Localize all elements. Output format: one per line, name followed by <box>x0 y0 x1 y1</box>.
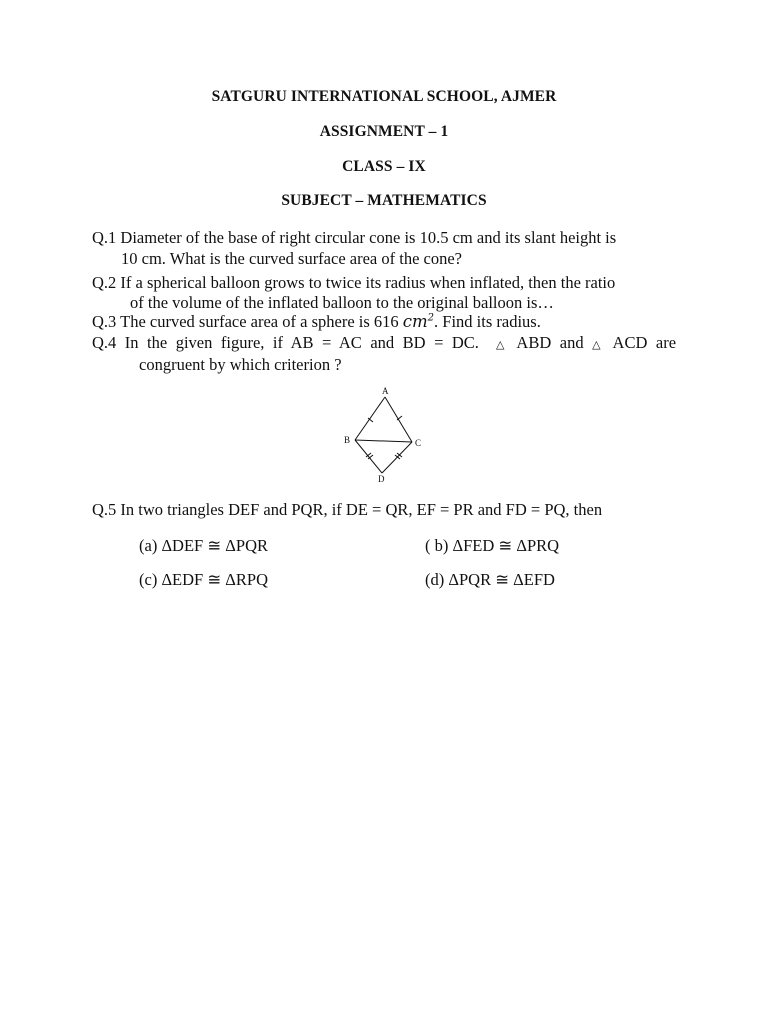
question-2-line-1: Q.2 If a spherical balloon grows to twice its radius when inflated, then the ratio <box>92 273 616 292</box>
subject-title: SUBJECT – MATHEMATICS <box>281 192 487 209</box>
triangle-symbol-1: △ <box>495 339 509 351</box>
triangle-abd-label: ABD and <box>516 333 584 352</box>
option-b: ( b) ΔFED ≅ ΔPRQ <box>425 536 560 555</box>
vertex-label-d: D <box>378 474 385 484</box>
option-a: (a) ΔDEF ≅ ΔPQR <box>139 536 269 555</box>
question-1-line-2: 10 cm. What is the curved surface area of the cone? <box>121 249 462 268</box>
segment-bd <box>355 440 382 473</box>
assignment-title: ASSIGNMENT – 1 <box>319 123 449 140</box>
question-4-line-1 <box>92 333 676 353</box>
question-4-text: Q.4 In the given figure, if AB = AC and BD = DC. <box>92 333 479 352</box>
vertex-label-b: B <box>344 435 351 445</box>
question-2-line-2: of the volume of the inflated balloon to the original balloon is… <box>130 293 554 312</box>
vertex-label-c: C <box>415 438 422 448</box>
school-name: SATGURU INTERNATIONAL SCHOOL, AJMER <box>211 88 557 105</box>
question-3-unit: cm <box>402 312 428 331</box>
option-c: (c) ΔEDF ≅ ΔRPQ <box>139 570 269 589</box>
triangle-acd-label: ACD are <box>612 333 677 352</box>
question-1-line-1: Q.1 Diameter of the base of right circular cone is 10.5 cm and its slant height is <box>92 228 617 247</box>
option-d: (d) ΔPQR ≅ ΔEFD <box>425 570 555 589</box>
question-4-line-2: congruent by which criterion ? <box>139 355 342 374</box>
segment-ac <box>385 397 412 442</box>
question-3-prefix: Q.3 The curved surface area of a sphere is 616 <box>92 312 399 331</box>
question-3-exponent: 2 <box>427 312 435 324</box>
triangle-symbol-2: △ <box>592 339 605 351</box>
question-3-suffix: . Find its radius. <box>434 312 541 331</box>
question-3 <box>92 312 541 332</box>
kite-figure <box>340 385 430 485</box>
vertex-label-a: A <box>382 386 389 396</box>
segment-dc <box>382 442 412 473</box>
segment-bc <box>355 440 412 442</box>
segment-ab <box>355 397 385 440</box>
question-5-line-1: Q.5 In two triangles DEF and PQR, if DE = QR, EF = PR and FD = PQ, then <box>92 500 603 519</box>
class-title: CLASS – IX <box>342 158 426 175</box>
